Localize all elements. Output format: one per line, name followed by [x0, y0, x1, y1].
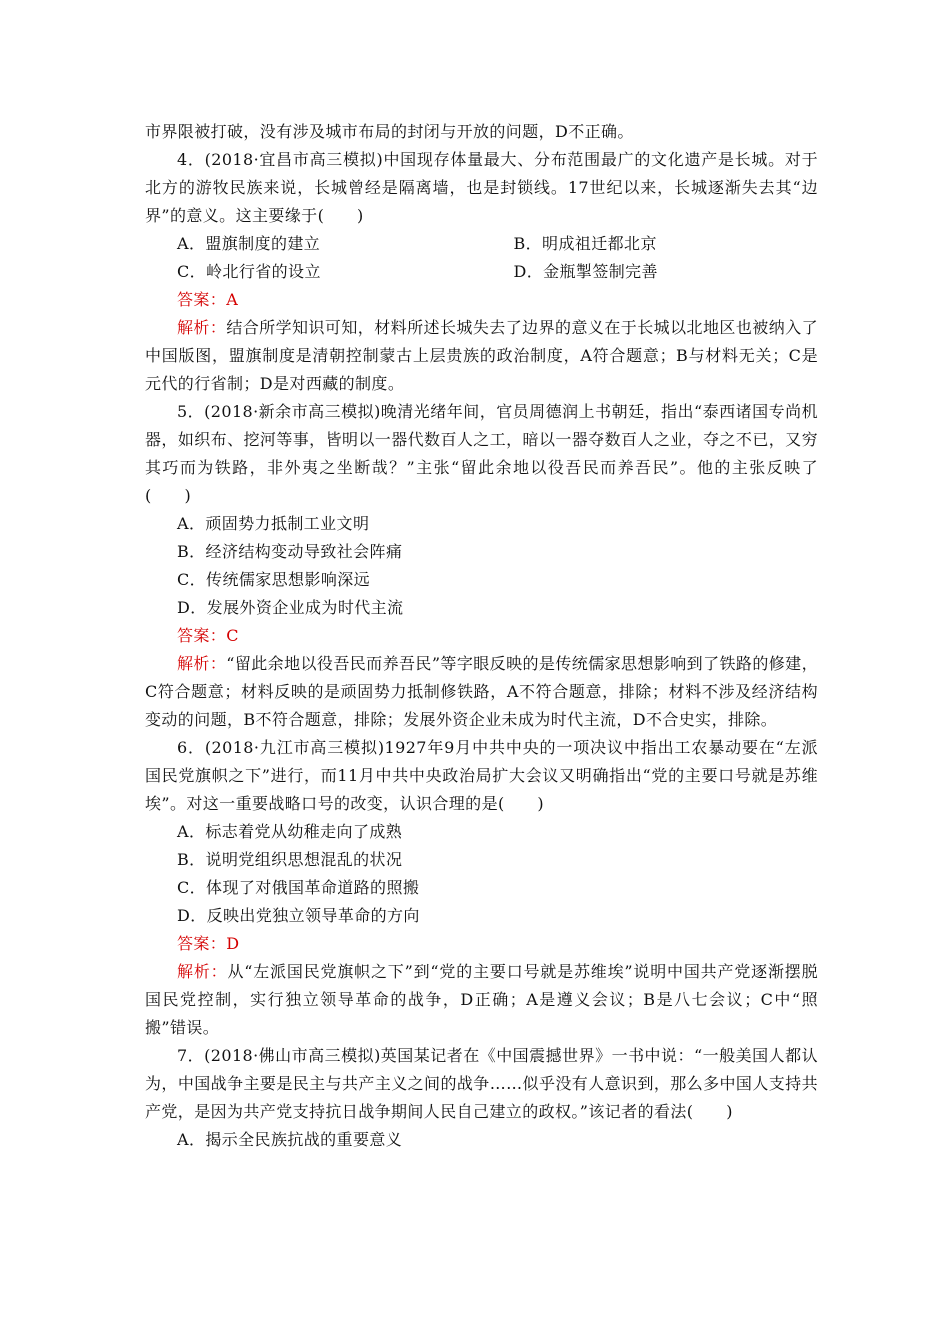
answer-line — [145, 622, 818, 650]
answer-line — [145, 286, 818, 314]
explanation-label: 解析： — [177, 318, 227, 337]
explanation-text: 从“左派国民党旗帜之下”到“党的主要口号就是苏维埃”说明中国共产党逐渐摆脱国民党控制，实行独立领导革命的战争，D正确；A是遵义会议；B是八七会议；C中“照搬”错误。 — [145, 962, 818, 1037]
question-stem: 5．(2018·新余市高三模拟)晚清光绪年间，官员周德润上书朝廷，指出“泰西诸国专尚机器，如织布、挖河等事，皆明以一器代数百人之工，暗以一器夺数百人之业，夺之不已，又穷其巧而为铁路，非外夷之坐断哉？”主张“留此余地以役吾民而养吾民”。他的主张反映了( ) — [145, 402, 818, 505]
question-7 — [145, 1042, 818, 1154]
option-a: A．顽固势力抵制工业文明 — [177, 514, 370, 533]
option-d: D．发展外资企业成为时代主流 — [177, 598, 404, 617]
question-stem: 7．(2018·佛山市高三模拟)英国某记者在《中国震撼世界》一书中说：“一般美国人都认为，中国战争主要是民主与共产主义之间的战争……似乎没有人意识到，那么多中国人支持共产党，是因为共产党支持抗日战争期间人民自己建立的政权。”该记者的看法( ) — [145, 1046, 818, 1121]
intro-line: 市界限被打破，没有涉及城市布局的封闭与开放的问题，D不正确。 — [145, 122, 634, 141]
explanation-label: 解析： — [177, 654, 227, 673]
answer-line — [145, 930, 818, 958]
answer-label: 答案： — [177, 290, 227, 309]
question-stem: 4．(2018·宜昌市高三模拟)中国现存体量最大、分布范围最广的文化遗产是长城。对于北方的游牧民族来说，长城曾经是隔离墙，也是封锁线。17世纪以来，长城逐渐失去其“边界”的意义。这主要缘于( ) — [145, 150, 818, 225]
explanation-text: 结合所学知识可知，材料所述长城失去了边界的意义在于长城以北地区也被纳入了中国版图，盟旗制度是清朝控制蒙古上层贵族的政治制度，A符合题意；B与材料无关；C是元代的行省制；D是对西藏的制度。 — [145, 318, 818, 393]
option-row — [145, 230, 818, 258]
explanation — [145, 314, 818, 398]
answer-value: C — [226, 626, 239, 645]
option-row — [145, 258, 818, 286]
explanation-text: “留此余地以役吾民而养吾民”等字眼反映的是传统儒家思想影响到了铁路的修建，C符合题意；材料反映的是顽固势力抵制修铁路，A不符合题意，排除；材料不涉及经济结构变动的问题，B不符合题意，排除；发展外资企业未成为时代主流，D不合史实，排除。 — [145, 654, 818, 729]
answer-label: 答案： — [177, 934, 227, 953]
question-5 — [145, 398, 818, 734]
answer-label: 答案： — [177, 626, 227, 645]
question-6 — [145, 734, 818, 1042]
option-a: A．揭示全民族抗战的重要意义 — [177, 1130, 403, 1149]
option-a: A．盟旗制度的建立 — [177, 234, 321, 253]
answer-value: D — [226, 934, 240, 953]
option-b: B．说明党组织思想混乱的状况 — [177, 850, 403, 869]
question-stem: 6．(2018·九江市高三模拟)1927年9月中共中央的一项决议中指出工农暴动要在“左派国民党旗帜之下”进行，而11月中共中央政治局扩大会议又明确指出“党的主要口号就是苏维埃”。对这一重要战略口号的改变，认识合理的是( ) — [145, 738, 818, 813]
option-d: D．金瓶掣签制完善 — [513, 262, 658, 281]
option-a: A．标志着党从幼稚走向了成熟 — [177, 822, 403, 841]
option-c: C．传统儒家思想影响深远 — [177, 570, 371, 589]
explanation — [145, 958, 818, 1042]
question-4 — [145, 146, 818, 398]
option-c: C．岭北行省的设立 — [177, 262, 321, 281]
explanation-label: 解析： — [177, 962, 228, 981]
option-b: B．经济结构变动导致社会阵痛 — [177, 542, 403, 561]
option-c: C．体现了对俄国革命道路的照搬 — [177, 878, 420, 897]
option-b: B．明成祖迁都北京 — [513, 234, 657, 253]
option-d: D．反映出党独立领导革命的方向 — [177, 906, 420, 925]
explanation — [145, 650, 818, 734]
answer-value: A — [226, 290, 239, 309]
